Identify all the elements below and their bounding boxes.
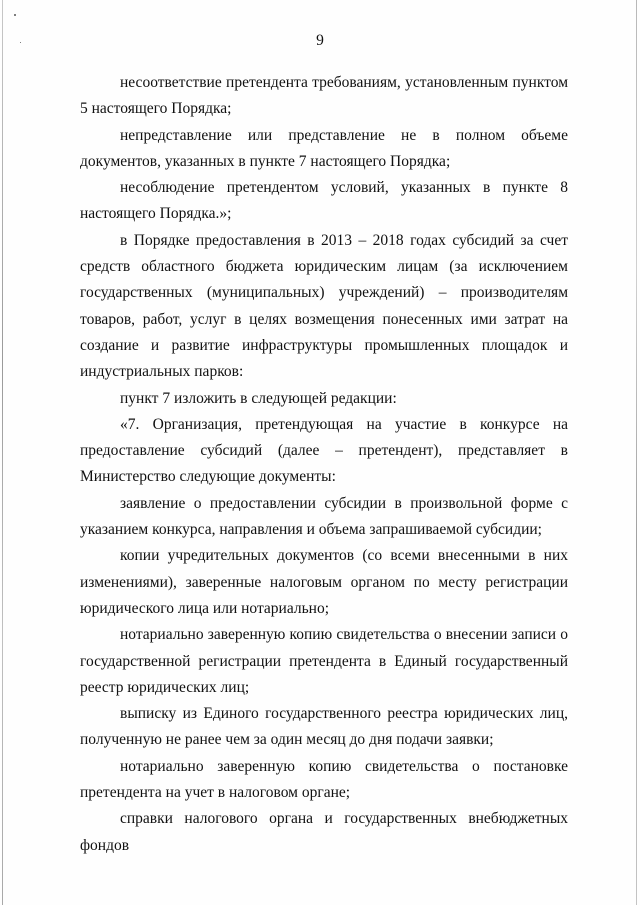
paragraph: заявление о предоставлении субсидии в произвольной форме с указанием конкурса, направления и объема запрашиваемой субсидии;	[80, 494, 568, 539]
paragraph: несоответствие претендента требованиям, установленным пунктом 5 настоящего Порядка;	[80, 74, 568, 118]
scan-edge-right	[636, 0, 637, 905]
paragraph: выписку из Единого государственного реестра юридических лиц, полученную не ранее чем за один месяц до дня подачи заявки;	[80, 705, 568, 749]
paragraph: «7. Организация, претендующая на участие в конкурсе на предоставление субсидий (далее – претендент), представляет в Министерство следующие документы:	[80, 415, 568, 486]
paragraph: копии учредительных документов (со всеми внесенными в них изменениями), заверенные налоговым органом по месту регистрации юридического лица или нотариально;	[80, 547, 568, 617]
paragraph: в Порядке предоставления в 2013 – 2018 годах субсидий за счет средств областного бюджета юридическим лицам (за исключением государственных (муниципальных) учреждений) – производителям товаров, работ, услуг в целях возмещения понесенных ими затрат на создание и развитие инфраструктуры промышленных площадок и индустриальных парков:	[80, 231, 568, 381]
paragraph: справки налогового органа и государственных внебюджетных фондов	[80, 810, 568, 854]
paragraph: несоблюдение претендентом условий, указанных в пункте 8 настоящего Порядка.»;	[80, 179, 568, 223]
scan-edge-left	[2, 0, 3, 905]
page-number: 9	[316, 32, 324, 49]
paragraph: нотариально заверенную копию свидетельства о постановке претендента на учет в налоговом органе;	[80, 757, 568, 802]
paragraph: нотариально заверенную копию свидетельства о внесении записи о государственной регистрации претендента в Единый государственный реестр юридических лиц;	[80, 626, 568, 696]
document-body	[80, 70, 568, 859]
paragraph: непредставление или представление не в полном объеме документов, указанных в пункте 7 настоящего Порядка;	[80, 126, 568, 170]
paragraph: пункт 7 изложить в следующей редакции:	[120, 389, 397, 407]
scan-speck	[14, 14, 16, 16]
